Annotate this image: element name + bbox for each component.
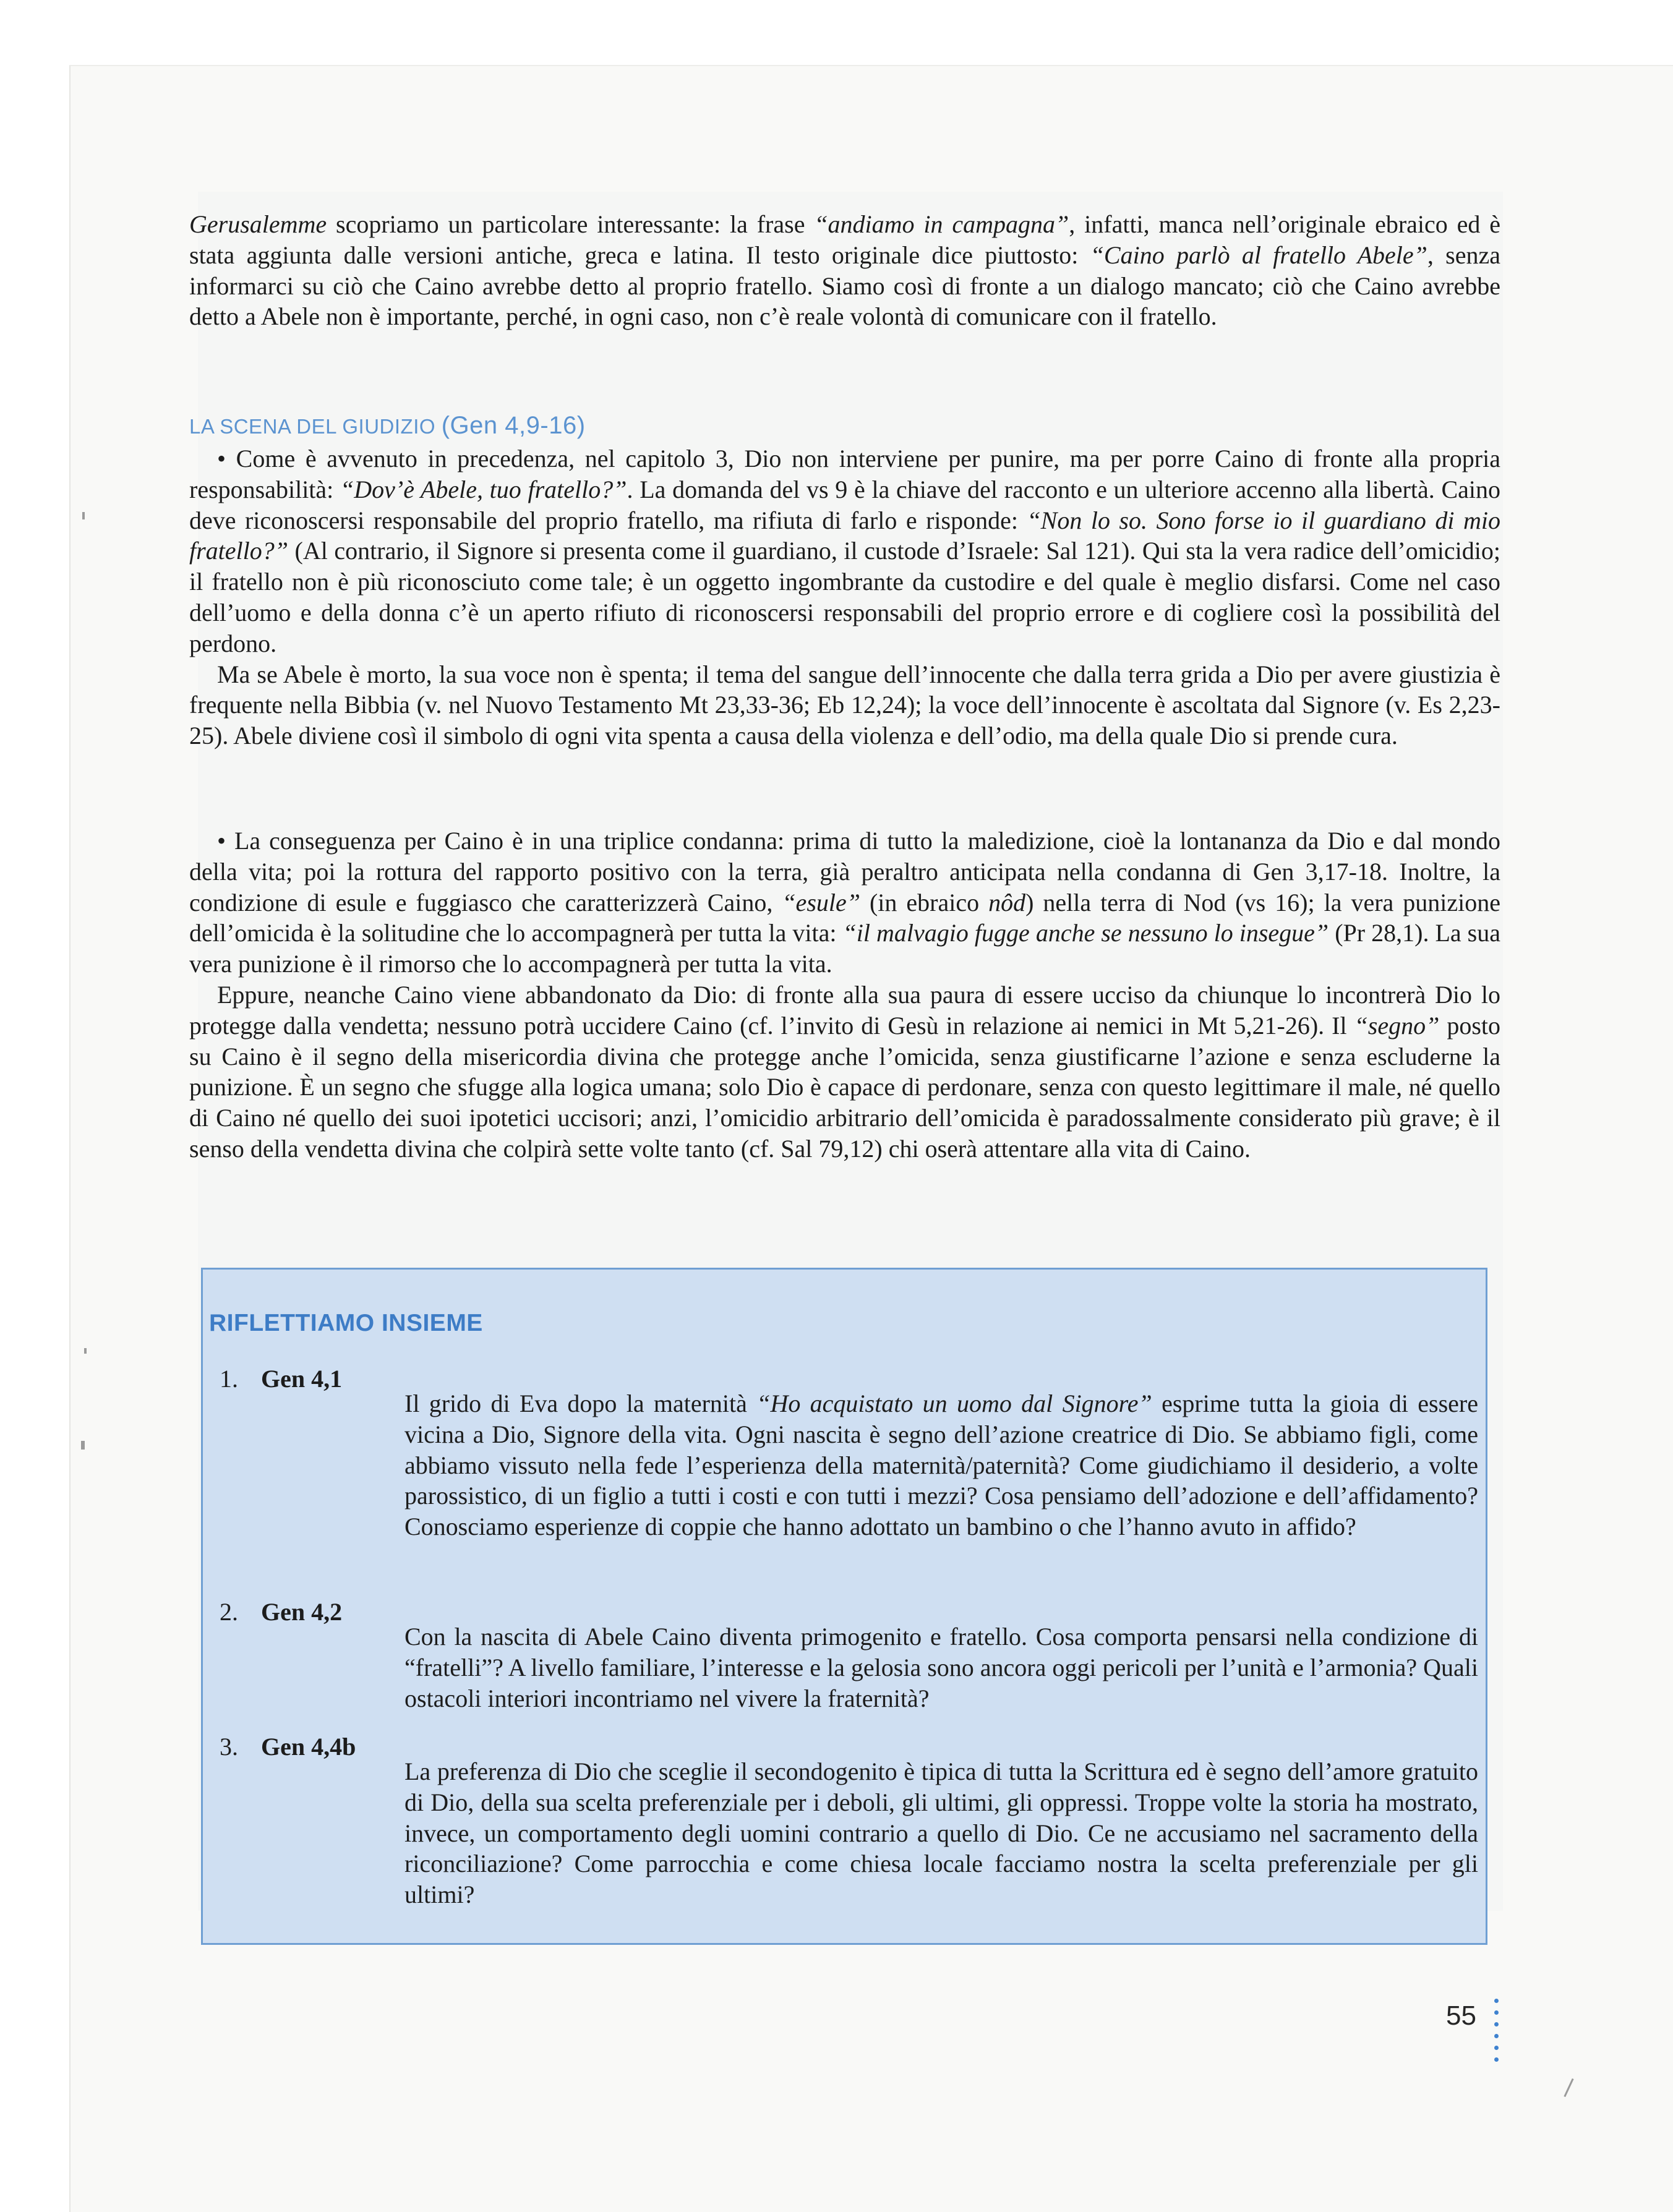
text-span: esprime tutta la gioia di essere vicina a Dio, Signore della vita. Ogni nascita è segno dell’azione creatrice di Dio. Se abbiamo figli, come abbiamo vissuto nella fede l’esperienza della maternità/paternità? Come giudichiamo il desiderio, a volte parossistico, di un figlio a tutti i costi e con tutti i mezzi? Cosa pensiamo dell’adozione e dell’affidamento? Conosciamo esperienze di coppie che hanno adottato un bambino o che l’hanno avuto in affido? xyxy=(404,1390,1479,1541)
quote-span: “Ho acquistato un uomo dal Signore” xyxy=(756,1390,1152,1417)
text-span: Eppure, neanche Caino viene abbandonato da Dio: di fronte alla sua paura di essere ucciso da chiunque lo incontrerà Dio lo protegge dalla vendetta; nessuno potrà uccidere Caino (cf. l’invito di Gesù in relazione ai nemici in Mt 5,21-26). Il xyxy=(189,980,1500,1040)
item-reference: Gen 4,4b xyxy=(261,1733,356,1761)
italic-span: Gerusalemme xyxy=(189,210,327,238)
dot xyxy=(1494,2022,1499,2026)
page-dots-ornament xyxy=(1494,1999,1500,2069)
section-heading xyxy=(189,411,1500,441)
text-span: (Pr 28,1). La sua vera punizione è il rimorso che lo accompagnerà per tutta la vita. xyxy=(189,919,1501,978)
intro-text xyxy=(189,209,1500,332)
reflection-title: RIFLETTIAMO INSIEME xyxy=(209,1310,483,1336)
reflection-item xyxy=(220,1364,1478,1567)
item-number: 1. xyxy=(220,1365,238,1393)
item-text: La preferenza di Dio che sceglie il secondogenito è tipica di tutta la Scrittura ed è segno dell’amore gratuito di Dio, della sua scelta preferenziale per i deboli, gli ultimi, gli oppressi. Troppe volte la storia ha mostrato, invece, un comportamento degli uomini contrario a quello di Dio. Ce ne accusiamo nel sacramento della riconciliazione? Come parrocchia e come chiesa locale facciamo nostra la scelta preferenziale per gli ultimi? xyxy=(404,1757,1478,1909)
item-reference: Gen 4,1 xyxy=(261,1365,343,1393)
condanna-paragraph-1 xyxy=(189,826,1500,980)
section-condanna xyxy=(189,826,1500,1164)
dot xyxy=(1494,2046,1499,2050)
item-number: 3. xyxy=(220,1733,238,1761)
dot xyxy=(1494,2010,1499,2015)
quote-span: “il malvagio fugge anche se nessuno lo insegue” xyxy=(842,919,1329,947)
quote-span: “Caino parlò al fratello Abele” xyxy=(1090,241,1427,269)
reflection-item xyxy=(220,1732,1478,1935)
condanna-paragraph-2 xyxy=(189,980,1500,1164)
text-span: Il grido di Eva dopo la maternità xyxy=(404,1390,757,1417)
item-reference: Gen 4,2 xyxy=(261,1598,343,1626)
text-span: , infatti, manca nell’originale ebraico ed è stata aggiunta dalle versioni antiche, greca e latina. Il testo originale dice piuttosto: xyxy=(189,210,1501,269)
section-heading-label: LA SCENA DEL GIUDIZIO xyxy=(189,415,436,438)
giudizio-paragraph-2: Ma se Abele è morto, la sua voce non è spenta; il tema del sangue dell’innocente che dalla terra grida a Dio per avere giustizia è frequente nella Bibbia (v. nel Nuovo Testamento Mt 23,33-36; Eb 12,24); la voce dell’innocente è ascoltata dal Signore (v. Es 2,23-25). Abele diviene così il simbolo di ogni vita spenta a causa della violenza e dell’odio, ma della quale Dio si prende cura. xyxy=(189,660,1500,750)
text-span: (Al contrario, il Signore si presenta come il guardiano, il custode d’Israele: Sal 121). Qui sta la vera radice dell’omicidio; il fratello non è più riconosciuto come tale; è un oggetto ingombrante da custodire e del quale è meglio disfarsi. Come nel caso dell’uomo e della donna c’è un aperto rifiuto di riconoscersi responsabili del proprio errore e di cogliere così la possibilità del perdono. xyxy=(189,537,1500,657)
quote-span: “esule” xyxy=(782,888,860,916)
quote-span: “segno” xyxy=(1354,1011,1440,1040)
section-giudizio xyxy=(189,411,1500,751)
text-span: • Come è avvenuto in precedenza, nel capitolo 3, Dio non interviene per punire, ma per porre Caino di fronte alla propria responsabilità: xyxy=(189,445,1500,503)
text-span: (in ebraico xyxy=(860,888,989,916)
intro-paragraph xyxy=(189,209,1500,332)
section-heading-ref: (Gen 4,9-16) xyxy=(441,412,586,439)
dot xyxy=(1494,1999,1499,2003)
text-span: posto su Caino è il segno della misericordia divina che protegge anche l’omicida, senza giustificarne l’azione e senza escluderne la punizione. È un segno che sfugge alla logica umana; solo Dio è capace di perdonare, senza con questo legittimare il male, né quello di Caino né quello dei suoi ipotetici uccisori; anzi, l’omicidio arbitrario dell’omicida è paradossalmente considerato più grave; è il senso della vendetta divina che colpirà sette volte tanto (cf. Sal 79,12) chi oserà attentare alla vita di Caino. xyxy=(189,1011,1500,1163)
page-number: 55 xyxy=(1446,2001,1476,2031)
item-text xyxy=(404,1388,1478,1542)
scan-speck xyxy=(81,1441,85,1450)
text-span: • La conseguenza per Caino è in una triplice condanna: prima di tutto la maledizione, cioè la lontananza da Dio e dal mondo della vita; poi la rottura del rapporto positivo con la terra, già peraltro anticipata nella condanna di Gen 3,17-18. Inoltre, la condizione di esule e fuggiasco che caratterizzerà Caino, xyxy=(189,827,1500,916)
quote-span: “Non lo so. Sono forse io il guardiano di mio fratello?” xyxy=(189,506,1500,565)
item-number: 2. xyxy=(220,1598,238,1626)
item-text: Con la nascita di Abele Caino diventa primogenito e fratello. Cosa comporta pensarsi nella condizione di “fratelli”? A livello familiare, l’interesse e la gelosia sono ancora oggi pericoli per l’unità e l’armonia? Quali ostacoli interiori incontriamo nel vivere la fraternità? xyxy=(404,1623,1478,1712)
dot xyxy=(1494,2057,1499,2062)
dot xyxy=(1494,2034,1499,2038)
quote-span: “andiamo in campagna” xyxy=(814,210,1069,238)
scan-speck xyxy=(82,512,85,519)
quote-span: “Dov’è Abele, tuo fratello?” xyxy=(340,475,627,503)
italic-span: nôd xyxy=(988,888,1026,916)
scan-speck xyxy=(84,1348,87,1354)
text-span: . La domanda del vs 9 è la chiave del racconto e un ulteriore accenno alla libertà. Caino deve riconoscersi responsabile del proprio fratello, ma rifiuta di farlo e risponde: xyxy=(189,475,1500,534)
giudizio-paragraph-1 xyxy=(189,443,1500,659)
text-span: scopriamo un particolare interessante: la frase xyxy=(327,210,815,238)
text-span: , senza informarci su ciò che Caino avrebbe detto al proprio fratello. Siamo così di fronte a un dialogo mancato; ciò che Caino avrebbe detto a Abele non è importante, perché, in ogni caso, non c’è reale volontà di comunicare con il fratello. xyxy=(189,241,1500,331)
reflection-item xyxy=(220,1597,1478,1738)
text-span: ) nella terra di Nod (vs 16); la vera punizione dell’omicida è la solitudine che lo accompagnerà per tutta la vita: xyxy=(189,888,1500,947)
